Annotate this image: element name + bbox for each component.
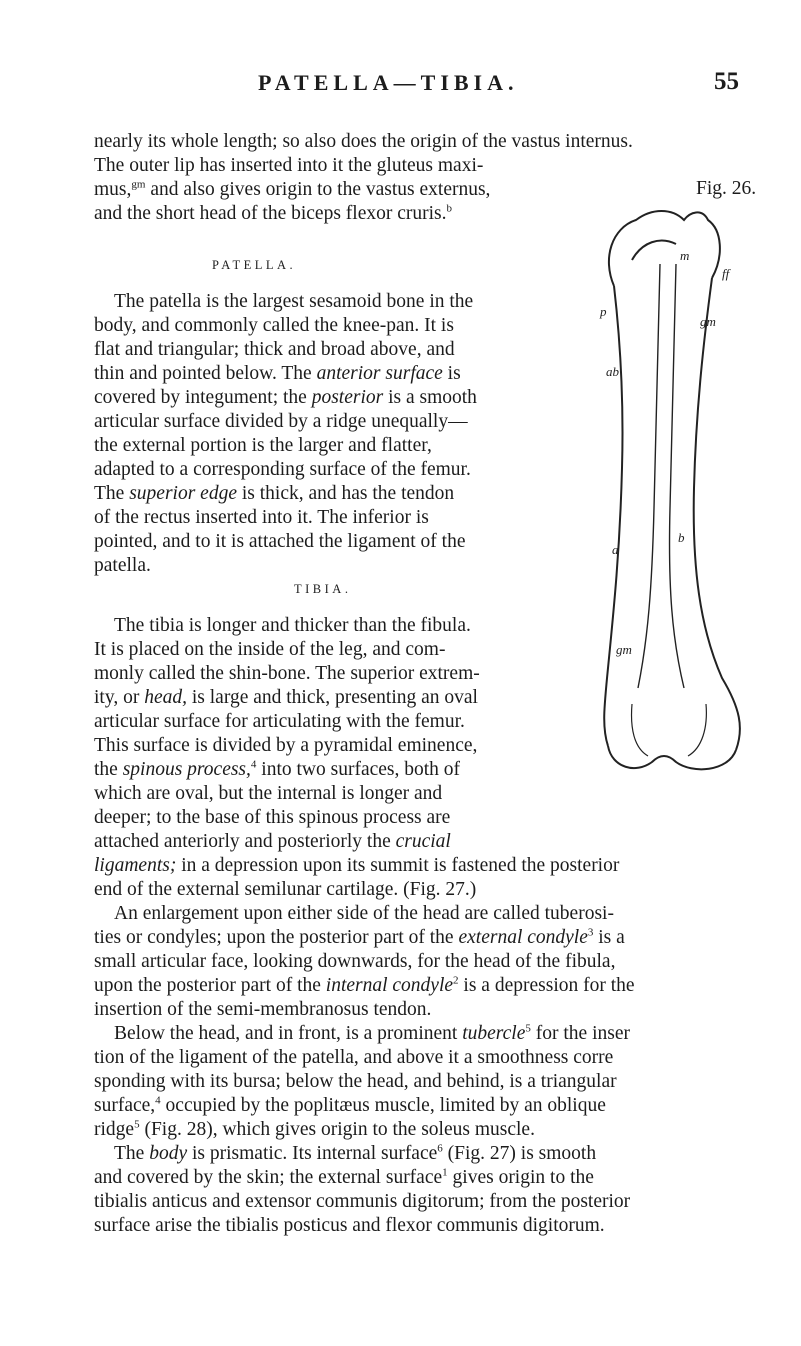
text-line: end of the external semilunar cartilage. (Fig. 27.) <box>94 879 477 900</box>
text-line: pointed, and to it is attached the ligament of the <box>94 531 466 552</box>
text-line: surface,$^4$ occupied by the poplitæus muscle, limited by an oblique <box>94 1094 606 1116</box>
figure-letter: ab <box>606 364 619 379</box>
text-line: of the rectus inserted into it. The inferior is <box>94 507 429 528</box>
text-line: thin and pointed below. The anterior surface is <box>94 363 461 384</box>
text-line: and the short head of the biceps flexor cruris.$^b$ <box>94 202 453 224</box>
running-title: PATELLA—TIBIA. <box>258 70 519 95</box>
text-line: This surface is divided by a pyramidal eminence, <box>94 735 478 756</box>
text-line: The tibia is longer and thicker than the fibula. <box>114 615 471 636</box>
text-line: articular surface divided by a ridge unequally— <box>94 411 468 432</box>
text-line: ridge$^5$ (Fig. 28), which gives origin to the soleus muscle. <box>94 1118 535 1140</box>
running-head <box>0 70 801 100</box>
text-line: and covered by the skin; the external surface$^1$ gives origin to the <box>94 1166 594 1188</box>
text-line: ity, or head, is large and thick, presenting an oval <box>94 687 478 708</box>
text-line: deeper; to the base of this spinous process are <box>94 807 451 828</box>
text-line: Below the head, and in front, is a prominent tubercle$^5$ for the inser <box>114 1022 630 1044</box>
text-line: small articular face, looking downwards, for the head of the fibula, <box>94 951 616 972</box>
linea-aspera-inner <box>638 264 660 688</box>
femur-head-outline <box>609 211 720 286</box>
text-line: adapted to a corresponding surface of the femur. <box>94 459 471 480</box>
text-line: The outer lip has inserted into it the gluteus maxi- <box>94 155 484 176</box>
femur-condyles-outline <box>608 746 736 769</box>
figure-letter: p <box>600 304 607 319</box>
figure-letter: a <box>612 542 619 557</box>
section-heading-tibia: TIBIA. <box>294 582 352 596</box>
figure-label: Fig. 26. <box>696 178 757 199</box>
text-line: upon the posterior part of the internal condyle$^2$ is a depression for the <box>94 974 635 996</box>
text-line: monly called the shin-bone. The superior extrem- <box>94 663 480 684</box>
text-line: articular surface for articulating with the femur. <box>94 711 465 732</box>
text-line: mus,$^{gm}$ and also gives origin to the vastus externus, <box>94 178 491 200</box>
figure-letter: ff <box>722 266 730 281</box>
text-line: covered by integument; the posterior is a smooth <box>94 387 477 408</box>
femur-shaft-left <box>604 286 622 746</box>
linea-aspera-outer <box>670 264 684 688</box>
femur-neck-line <box>632 241 676 260</box>
text-line: ties or condyles; upon the posterior part of the external condyle$^3$ is a <box>94 926 625 948</box>
figure-letter: b <box>678 530 685 545</box>
text-line: nearly its whole length; so also does the origin of the vastus internus. <box>94 131 633 152</box>
text-line: the external portion is the larger and flatter, <box>94 435 432 456</box>
section-heading-patella: PATELLA. <box>212 258 297 272</box>
lateral-condyle-line <box>688 704 706 756</box>
text-line: The patella is the largest sesamoid bone in the <box>114 291 474 312</box>
figure-letter: gm <box>616 642 632 657</box>
text-line: The superior edge is thick, and has the tendon <box>94 483 455 504</box>
text-line: attached anteriorly and posteriorly the crucial <box>94 831 451 852</box>
text-line: body, and commonly called the knee-pan. It is <box>94 315 454 336</box>
text-line: tion of the ligament of the patella, and above it a smoothness corre <box>94 1047 614 1068</box>
text-line: the spinous process,$^4$ into two surfaces, both of <box>94 758 461 780</box>
medial-condyle-line <box>632 704 648 756</box>
figure-letter: gm <box>700 314 716 329</box>
text-line: sponding with its bursa; below the head, and behind, is a triangular <box>94 1071 617 1092</box>
text-line: flat and triangular; thick and broad above, and <box>94 339 455 360</box>
femur-shaft-right <box>694 278 740 750</box>
text-line: The body is prismatic. Its internal surface$^6$ (Fig. 27) is smooth <box>114 1142 597 1164</box>
text-line: An enlargement upon either side of the head are called tuberosi- <box>114 903 614 924</box>
figure-letter: m <box>680 248 690 263</box>
text-line: which are oval, but the internal is longer and <box>94 783 443 804</box>
text-line: tibialis anticus and extensor communis digitorum; from the posterior <box>94 1191 631 1212</box>
text-line: It is placed on the inside of the leg, and com- <box>94 639 446 660</box>
text-line: ligaments; in a depression upon its summit is fastened the posterior <box>94 855 620 876</box>
text-line: insertion of the semi-membranosus tendon. <box>94 999 432 1020</box>
femur-illustration <box>572 168 764 788</box>
page-number: 55 <box>714 68 739 95</box>
text-line: patella. <box>94 555 151 576</box>
text-line: surface arise the tibialis posticus and flexor communis digitorum. <box>94 1215 605 1236</box>
